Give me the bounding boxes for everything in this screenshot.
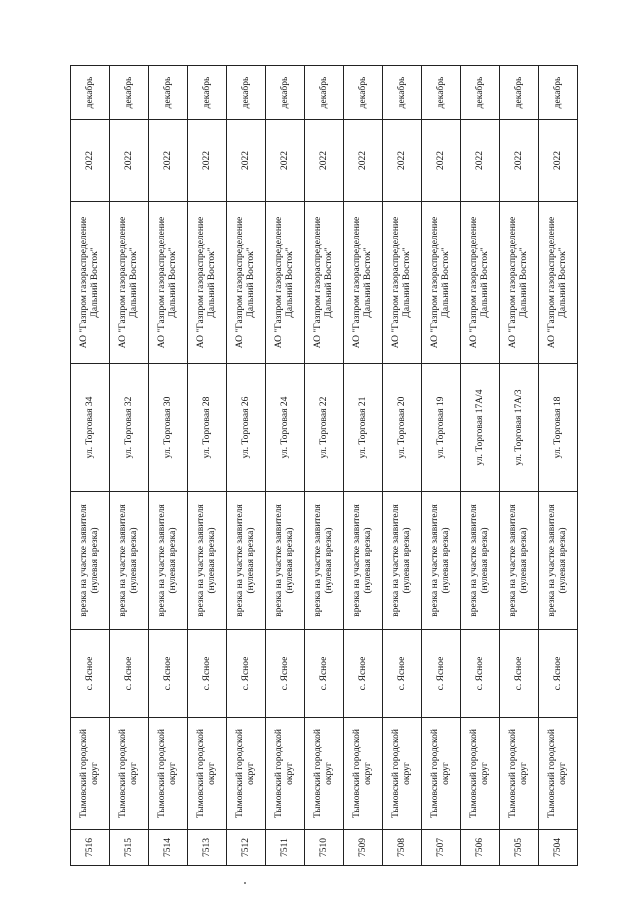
locality-cell: с. Ясное [188, 630, 227, 718]
year-cell: 2022 [149, 120, 188, 202]
month-cell: декабрь [71, 66, 110, 120]
locality-cell: с. Ясное [344, 630, 383, 718]
district-cell: Тымовский городской округ [539, 718, 578, 830]
organization-cell: АО "Газпром газораспределение Дальний Восток" [539, 202, 578, 364]
district-cell: Тымовский городской округ [344, 718, 383, 830]
table-row [461, 66, 500, 866]
table-row [227, 66, 266, 866]
address-cell: ул. Торговая 22 [305, 364, 344, 492]
table-row [71, 66, 110, 866]
work-type-cell: врезка на участке заявителя (нулевая врезка) [266, 492, 305, 630]
year-cell: 2022 [110, 120, 149, 202]
address-cell: ул. Торговая 19 [422, 364, 461, 492]
work-type-cell: врезка на участке заявителя (нулевая врезка) [227, 492, 266, 630]
table-row [422, 66, 461, 866]
scan-speck [244, 882, 246, 884]
organization-cell: АО "Газпром газораспределение Дальний Восток" [110, 202, 149, 364]
organization-cell: АО "Газпром газораспределение Дальний Восток" [149, 202, 188, 364]
row-number: 7509 [344, 830, 383, 866]
organization-cell: АО "Газпром газораспределение Дальний Восток" [383, 202, 422, 364]
address-cell: ул. Торговая 32 [110, 364, 149, 492]
address-cell: ул. Торговая 26 [227, 364, 266, 492]
row-number: 7510 [305, 830, 344, 866]
table-row [305, 66, 344, 866]
table-row [344, 66, 383, 866]
address-cell: ул. Торговая 30 [149, 364, 188, 492]
locality-cell: с. Ясное [383, 630, 422, 718]
gasification-table [70, 65, 578, 866]
work-type-cell: врезка на участке заявителя (нулевая врезка) [344, 492, 383, 630]
row-number: 7516 [71, 830, 110, 866]
year-cell: 2022 [344, 120, 383, 202]
organization-cell: АО "Газпром газораспределение Дальний Восток" [71, 202, 110, 364]
organization-cell: АО "Газпром газораспределение Дальний Восток" [500, 202, 539, 364]
district-cell: Тымовский городской округ [188, 718, 227, 830]
month-cell: декабрь [305, 66, 344, 120]
organization-cell: АО "Газпром газораспределение Дальний Восток" [461, 202, 500, 364]
locality-cell: с. Ясное [500, 630, 539, 718]
locality-cell: с. Ясное [149, 630, 188, 718]
row-number: 7511 [266, 830, 305, 866]
month-cell: декабрь [500, 66, 539, 120]
table-row [188, 66, 227, 866]
address-cell: ул. Торговая 21 [344, 364, 383, 492]
month-cell: декабрь [149, 66, 188, 120]
address-cell: ул. Торговая 34 [71, 364, 110, 492]
address-cell: ул. Торговая 24 [266, 364, 305, 492]
district-cell: Тымовский городской округ [383, 718, 422, 830]
locality-cell: с. Ясное [422, 630, 461, 718]
row-number: 7508 [383, 830, 422, 866]
district-cell: Тымовский городской округ [461, 718, 500, 830]
district-cell: Тымовский городской округ [500, 718, 539, 830]
year-cell: 2022 [266, 120, 305, 202]
locality-cell: с. Ясное [227, 630, 266, 718]
table-row [266, 66, 305, 866]
year-cell: 2022 [188, 120, 227, 202]
work-type-cell: врезка на участке заявителя (нулевая врезка) [539, 492, 578, 630]
year-cell: 2022 [500, 120, 539, 202]
address-cell: ул. Торговая 17А/4 [461, 364, 500, 492]
rotated-page [70, 66, 578, 866]
work-type-cell: врезка на участке заявителя (нулевая врезка) [305, 492, 344, 630]
locality-cell: с. Ясное [461, 630, 500, 718]
month-cell: декабрь [461, 66, 500, 120]
year-cell: 2022 [383, 120, 422, 202]
district-cell: Тымовский городской округ [149, 718, 188, 830]
address-cell: ул. Торговая 28 [188, 364, 227, 492]
month-cell: декабрь [266, 66, 305, 120]
month-cell: декабрь [383, 66, 422, 120]
row-number: 7505 [500, 830, 539, 866]
table-row [539, 66, 578, 866]
row-number: 7515 [110, 830, 149, 866]
district-cell: Тымовский городской округ [227, 718, 266, 830]
table-row [110, 66, 149, 866]
work-type-cell: врезка на участке заявителя (нулевая врезка) [500, 492, 539, 630]
work-type-cell: врезка на участке заявителя (нулевая врезка) [461, 492, 500, 630]
table-row [149, 66, 188, 866]
month-cell: декабрь [344, 66, 383, 120]
year-cell: 2022 [71, 120, 110, 202]
row-number: 7507 [422, 830, 461, 866]
month-cell: декабрь [422, 66, 461, 120]
locality-cell: с. Ясное [266, 630, 305, 718]
address-cell: ул. Торговая 20 [383, 364, 422, 492]
address-cell: ул. Торговая 18 [539, 364, 578, 492]
locality-cell: с. Ясное [110, 630, 149, 718]
district-cell: Тымовский городской округ [71, 718, 110, 830]
locality-cell: с. Ясное [539, 630, 578, 718]
locality-cell: с. Ясное [71, 630, 110, 718]
month-cell: декабрь [539, 66, 578, 120]
year-cell: 2022 [539, 120, 578, 202]
work-type-cell: врезка на участке заявителя (нулевая врезка) [383, 492, 422, 630]
year-cell: 2022 [461, 120, 500, 202]
organization-cell: АО "Газпром газораспределение Дальний Восток" [227, 202, 266, 364]
organization-cell: АО "Газпром газораспределение Дальний Восток" [188, 202, 227, 364]
organization-cell: АО "Газпром газораспределение Дальний Восток" [266, 202, 305, 364]
row-number: 7506 [461, 830, 500, 866]
organization-cell: АО "Газпром газораспределение Дальний Восток" [344, 202, 383, 364]
row-number: 7512 [227, 830, 266, 866]
month-cell: декабрь [188, 66, 227, 120]
year-cell: 2022 [422, 120, 461, 202]
work-type-cell: врезка на участке заявителя (нулевая врезка) [422, 492, 461, 630]
work-type-cell: врезка на участке заявителя (нулевая врезка) [149, 492, 188, 630]
work-type-cell: врезка на участке заявителя (нулевая врезка) [71, 492, 110, 630]
year-cell: 2022 [305, 120, 344, 202]
district-cell: Тымовский городской округ [305, 718, 344, 830]
row-number: 7514 [149, 830, 188, 866]
work-type-cell: врезка на участке заявителя (нулевая врезка) [110, 492, 149, 630]
locality-cell: с. Ясное [305, 630, 344, 718]
month-cell: декабрь [110, 66, 149, 120]
district-cell: Тымовский городской округ [110, 718, 149, 830]
row-number: 7513 [188, 830, 227, 866]
district-cell: Тымовский городской округ [422, 718, 461, 830]
work-type-cell: врезка на участке заявителя (нулевая врезка) [188, 492, 227, 630]
month-cell: декабрь [227, 66, 266, 120]
address-cell: ул. Торговая 17А/3 [500, 364, 539, 492]
organization-cell: АО "Газпром газораспределение Дальний Восток" [305, 202, 344, 364]
district-cell: Тымовский городской округ [266, 718, 305, 830]
year-cell: 2022 [227, 120, 266, 202]
table-row [500, 66, 539, 866]
row-number: 7504 [539, 830, 578, 866]
table-row [383, 66, 422, 866]
organization-cell: АО "Газпром газораспределение Дальний Восток" [422, 202, 461, 364]
